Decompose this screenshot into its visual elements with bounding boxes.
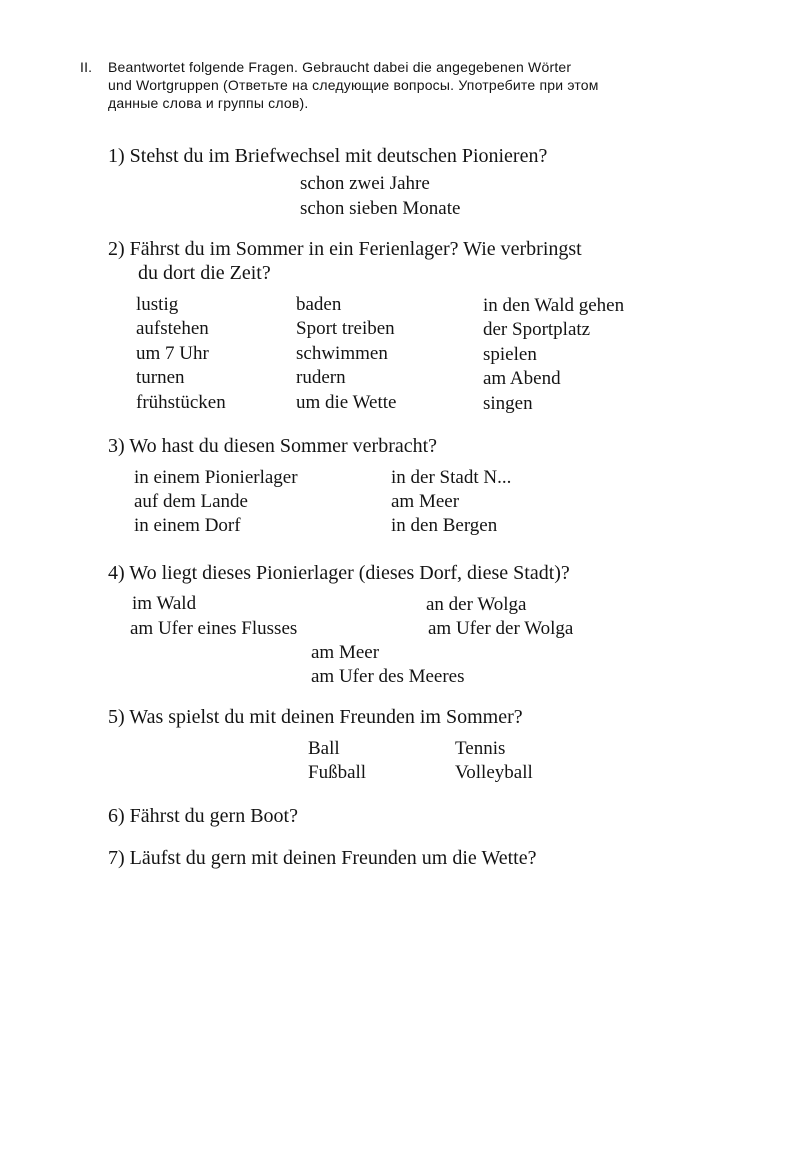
q2-word-col1-1: lustig	[136, 294, 179, 315]
q4-word-center-1: am Meer	[311, 642, 380, 663]
q2-word-col1-5: frühstücken	[136, 392, 226, 413]
question-2-line-2: du dort die Zeit?	[138, 262, 271, 284]
question-2-line-1: 2) Fährst du im Sommer in ein Ferienlager? Wie verbringst	[108, 238, 582, 260]
q5-word-col1-2: Fußball	[308, 762, 367, 783]
question-3: 3) Wo hast du diesen Sommer verbracht?	[108, 435, 438, 457]
instruction-line-3: данные слова и группы слов).	[108, 95, 309, 111]
q5-word-col1-1: Ball	[308, 738, 340, 759]
q2-word-col3-3: spielen	[483, 344, 537, 365]
exercise-number: II.	[80, 59, 93, 75]
q2-word-col2-2: Sport treiben	[296, 318, 395, 339]
q1-word-1: schon zwei Jahre	[300, 173, 430, 194]
question-5: 5) Was spielst du mit deinen Freunden im Sommer?	[108, 706, 523, 728]
q2-word-col2-1: baden	[296, 294, 342, 315]
instruction-line-1: Beantwortet folgende Fragen. Gebraucht dabei die angegebenen Wörter	[108, 59, 572, 75]
q4-word-col1-1: im Wald	[132, 593, 197, 614]
q1-word-2: schon sieben Monate	[300, 198, 461, 219]
q2-word-col3-2: der Sportplatz	[483, 319, 591, 340]
q2-word-col1-4: turnen	[136, 367, 185, 388]
question-6: 6) Fährst du gern Boot?	[108, 805, 298, 827]
q2-word-col2-4: rudern	[296, 367, 346, 388]
q5-word-col2-1: Tennis	[455, 738, 506, 759]
q3-word-col1-1: in einem Pionierlager	[134, 467, 298, 488]
q4-word-col2-2: am Ufer der Wolga	[428, 618, 574, 639]
q2-word-col1-3: um 7 Uhr	[136, 343, 209, 364]
q5-word-col2-2: Volleyball	[455, 762, 533, 783]
question-1: 1) Stehst du im Briefwechsel mit deutschen Pionieren?	[108, 145, 548, 167]
q3-word-col1-2: auf dem Lande	[134, 491, 248, 512]
q4-word-col2-1: an der Wolga	[426, 594, 527, 615]
q3-word-col1-3: in einem Dorf	[134, 515, 241, 536]
q3-word-col2-2: am Meer	[391, 491, 460, 512]
instruction-line-2: und Wortgruppen (Ответьте на следующие вопросы. Употребите при этом	[108, 77, 599, 93]
q2-word-col3-4: am Abend	[483, 368, 561, 389]
q3-word-col2-1: in der Stadt N...	[391, 467, 512, 488]
question-7: 7) Läufst du gern mit deinen Freunden um die Wette?	[108, 847, 537, 869]
q2-word-col3-5: singen	[483, 393, 533, 414]
q3-word-col2-3: in den Bergen	[391, 515, 498, 536]
question-4: 4) Wo liegt dieses Pionierlager (dieses Dorf, diese Stadt)?	[108, 562, 570, 584]
q4-word-col1-2: am Ufer eines Flusses	[130, 618, 298, 639]
q4-word-center-2: am Ufer des Meeres	[311, 666, 465, 687]
q2-word-col3-1: in den Wald gehen	[483, 295, 625, 316]
q2-word-col2-3: schwimmen	[296, 343, 388, 364]
q2-word-col2-5: um die Wette	[296, 392, 397, 413]
q2-word-col1-2: aufstehen	[136, 318, 209, 339]
